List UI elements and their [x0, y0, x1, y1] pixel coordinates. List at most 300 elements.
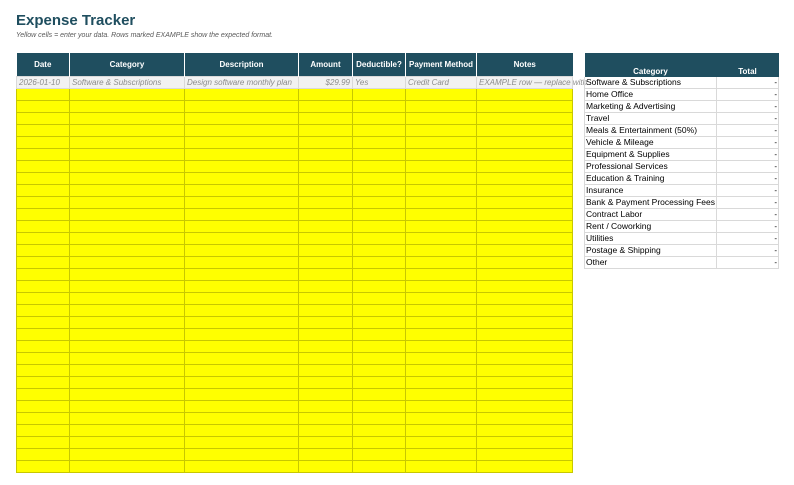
input-cell-amount[interactable]: [299, 89, 353, 101]
input-cell-description[interactable]: [185, 317, 299, 329]
table-row: [17, 461, 573, 473]
summary-row: [585, 161, 779, 173]
summary-header-row: [585, 53, 779, 77]
input-cell-notes[interactable]: [477, 425, 573, 437]
input-cell-deductible[interactable]: [353, 149, 406, 161]
input-cell-payment-method[interactable]: [406, 281, 477, 293]
input-cell-category[interactable]: [70, 461, 185, 473]
input-cell-amount[interactable]: [299, 113, 353, 125]
input-cell-category[interactable]: [70, 185, 185, 197]
input-cell-description[interactable]: [185, 305, 299, 317]
input-cell-deductible[interactable]: [353, 197, 406, 209]
summary-category-cell[interactable]: Insurance: [585, 185, 717, 197]
summary-total-cell[interactable]: -: [717, 161, 779, 173]
input-cell-deductible[interactable]: [353, 113, 406, 125]
input-cell-payment-method[interactable]: [406, 161, 477, 173]
input-cell-amount[interactable]: [299, 281, 353, 293]
input-cell-notes[interactable]: [477, 113, 573, 125]
input-cell-category[interactable]: [70, 353, 185, 365]
input-cell-description[interactable]: [185, 125, 299, 137]
summary-category-cell[interactable]: Equipment & Supplies: [585, 149, 717, 161]
example-deductible-cell[interactable]: Yes: [353, 77, 406, 89]
input-cell-category[interactable]: [70, 425, 185, 437]
input-cell-payment-method[interactable]: [406, 377, 477, 389]
expense-header-row: [17, 53, 573, 77]
summary-total-cell[interactable]: -: [717, 221, 779, 233]
input-cell-description[interactable]: [185, 389, 299, 401]
summary-header-category[interactable]: Category: [585, 53, 717, 77]
input-cell-description[interactable]: [185, 377, 299, 389]
input-cell-deductible[interactable]: [353, 137, 406, 149]
example-description-cell[interactable]: Design software monthly plan: [185, 77, 299, 89]
summary-header-total[interactable]: Total: [717, 53, 779, 77]
input-cell-category[interactable]: [70, 209, 185, 221]
table-row: [17, 437, 573, 449]
input-cell-description[interactable]: [185, 113, 299, 125]
summary-total-cell[interactable]: -: [717, 233, 779, 245]
input-cell-description[interactable]: [185, 353, 299, 365]
input-cell-payment-method[interactable]: [406, 245, 477, 257]
input-cell-notes[interactable]: [477, 137, 573, 149]
input-cell-amount[interactable]: [299, 305, 353, 317]
input-cell-payment-method[interactable]: [406, 209, 477, 221]
input-cell-payment-method[interactable]: [406, 305, 477, 317]
summary-total-cell[interactable]: -: [717, 149, 779, 161]
input-cell-notes[interactable]: [477, 353, 573, 365]
input-cell-deductible[interactable]: [353, 209, 406, 221]
input-cell-description[interactable]: [185, 245, 299, 257]
summary-category-cell[interactable]: Meals & Entertainment (50%): [585, 125, 717, 137]
summary-category-cell[interactable]: Education & Training: [585, 173, 717, 185]
input-cell-category[interactable]: [70, 89, 185, 101]
input-cell-category[interactable]: [70, 281, 185, 293]
summary-total-cell[interactable]: -: [717, 125, 779, 137]
summary-total-cell[interactable]: -: [717, 173, 779, 185]
summary-row: [585, 233, 779, 245]
input-cell-amount[interactable]: [299, 389, 353, 401]
input-cell-deductible[interactable]: [353, 293, 406, 305]
input-cell-category[interactable]: [70, 377, 185, 389]
input-cell-description[interactable]: [185, 293, 299, 305]
input-cell-notes[interactable]: [477, 341, 573, 353]
input-cell-date[interactable]: [17, 233, 70, 245]
input-cell-notes[interactable]: [477, 329, 573, 341]
input-cell-notes[interactable]: [477, 221, 573, 233]
input-cell-notes[interactable]: [477, 233, 573, 245]
summary-row: [585, 245, 779, 257]
table-row: [17, 281, 573, 293]
summary-total-cell[interactable]: -: [717, 185, 779, 197]
input-cell-amount[interactable]: [299, 233, 353, 245]
header-deductible[interactable]: Deductible?: [353, 53, 406, 77]
input-cell-date[interactable]: [17, 449, 70, 461]
input-cell-deductible[interactable]: [353, 89, 406, 101]
input-cell-description[interactable]: [185, 461, 299, 473]
input-cell-amount[interactable]: [299, 317, 353, 329]
input-cell-amount[interactable]: [299, 149, 353, 161]
input-cell-category[interactable]: [70, 389, 185, 401]
input-cell-notes[interactable]: [477, 305, 573, 317]
input-cell-deductible[interactable]: [353, 161, 406, 173]
input-cell-category[interactable]: [70, 113, 185, 125]
input-cell-payment-method[interactable]: [406, 185, 477, 197]
input-cell-amount[interactable]: [299, 449, 353, 461]
input-cell-notes[interactable]: [477, 413, 573, 425]
input-cell-date[interactable]: [17, 461, 70, 473]
summary-category-cell[interactable]: Marketing & Advertising: [585, 101, 717, 113]
table-row: [17, 305, 573, 317]
input-cell-payment-method[interactable]: [406, 461, 477, 473]
input-cell-deductible[interactable]: [353, 245, 406, 257]
input-cell-payment-method[interactable]: [406, 329, 477, 341]
summary-category-cell[interactable]: Software & Subscriptions: [585, 77, 717, 89]
input-cell-date[interactable]: [17, 413, 70, 425]
input-cell-payment-method[interactable]: [406, 341, 477, 353]
input-cell-deductible[interactable]: [353, 317, 406, 329]
input-cell-description[interactable]: [185, 449, 299, 461]
input-cell-category[interactable]: [70, 365, 185, 377]
input-cell-category[interactable]: [70, 317, 185, 329]
input-cell-payment-method[interactable]: [406, 437, 477, 449]
input-cell-notes[interactable]: [477, 245, 573, 257]
input-cell-notes[interactable]: [477, 89, 573, 101]
input-cell-category[interactable]: [70, 269, 185, 281]
table-row: [17, 233, 573, 245]
table-row: [17, 89, 573, 101]
input-cell-category[interactable]: [70, 329, 185, 341]
input-cell-date[interactable]: [17, 365, 70, 377]
input-cell-amount[interactable]: [299, 365, 353, 377]
input-cell-date[interactable]: [17, 185, 70, 197]
input-cell-date[interactable]: [17, 173, 70, 185]
input-cell-notes[interactable]: [477, 173, 573, 185]
input-cell-date[interactable]: [17, 305, 70, 317]
input-cell-notes[interactable]: [477, 461, 573, 473]
input-cell-date[interactable]: [17, 209, 70, 221]
input-cell-date[interactable]: [17, 437, 70, 449]
input-cell-payment-method[interactable]: [406, 401, 477, 413]
summary-row: [585, 257, 779, 269]
input-cell-notes[interactable]: [477, 293, 573, 305]
input-cell-date[interactable]: [17, 161, 70, 173]
input-cell-description[interactable]: [185, 269, 299, 281]
input-cell-deductible[interactable]: [353, 341, 406, 353]
input-cell-date[interactable]: [17, 137, 70, 149]
input-cell-notes[interactable]: [477, 209, 573, 221]
input-cell-category[interactable]: [70, 197, 185, 209]
input-cell-amount[interactable]: [299, 137, 353, 149]
input-cell-category[interactable]: [70, 101, 185, 113]
input-cell-notes[interactable]: [477, 401, 573, 413]
input-cell-notes[interactable]: [477, 449, 573, 461]
input-cell-payment-method[interactable]: [406, 353, 477, 365]
input-cell-amount[interactable]: [299, 173, 353, 185]
input-cell-date[interactable]: [17, 389, 70, 401]
input-cell-notes[interactable]: [477, 365, 573, 377]
header-category[interactable]: Category: [70, 53, 185, 77]
table-row: [17, 329, 573, 341]
input-cell-deductible[interactable]: [353, 233, 406, 245]
input-cell-deductible[interactable]: [353, 389, 406, 401]
input-cell-date[interactable]: [17, 353, 70, 365]
input-cell-description[interactable]: [185, 437, 299, 449]
input-cell-amount[interactable]: [299, 377, 353, 389]
input-cell-amount[interactable]: [299, 437, 353, 449]
input-cell-description[interactable]: [185, 329, 299, 341]
table-row: [17, 449, 573, 461]
input-cell-date[interactable]: [17, 197, 70, 209]
summary-category-cell[interactable]: Home Office: [585, 89, 717, 101]
header-description[interactable]: Description: [185, 53, 299, 77]
input-cell-notes[interactable]: [477, 101, 573, 113]
summary-total-cell[interactable]: -: [717, 197, 779, 209]
input-cell-category[interactable]: [70, 233, 185, 245]
input-cell-notes[interactable]: [477, 269, 573, 281]
input-cell-payment-method[interactable]: [406, 197, 477, 209]
example-category-cell[interactable]: Software & Subscriptions: [70, 77, 185, 89]
input-cell-deductible[interactable]: [353, 461, 406, 473]
summary-category-cell[interactable]: Vehicle & Mileage: [585, 137, 717, 149]
input-cell-amount[interactable]: [299, 341, 353, 353]
summary-total-cell[interactable]: -: [717, 101, 779, 113]
input-cell-notes[interactable]: [477, 185, 573, 197]
table-row: [17, 137, 573, 149]
input-cell-payment-method[interactable]: [406, 365, 477, 377]
summary-category-cell[interactable]: Professional Services: [585, 161, 717, 173]
input-cell-description[interactable]: [185, 185, 299, 197]
header-date[interactable]: Date: [17, 53, 70, 77]
input-cell-deductible[interactable]: [353, 125, 406, 137]
input-cell-payment-method[interactable]: [406, 317, 477, 329]
input-cell-date[interactable]: [17, 401, 70, 413]
input-cell-deductible[interactable]: [353, 101, 406, 113]
input-cell-payment-method[interactable]: [406, 425, 477, 437]
input-cell-category[interactable]: [70, 161, 185, 173]
header-notes[interactable]: Notes: [477, 53, 573, 77]
input-cell-notes[interactable]: [477, 281, 573, 293]
input-cell-category[interactable]: [70, 305, 185, 317]
input-cell-description[interactable]: [185, 101, 299, 113]
input-cell-date[interactable]: [17, 281, 70, 293]
input-cell-category[interactable]: [70, 257, 185, 269]
table-row: [17, 389, 573, 401]
input-cell-payment-method[interactable]: [406, 125, 477, 137]
input-cell-amount[interactable]: [299, 221, 353, 233]
input-cell-date[interactable]: [17, 245, 70, 257]
input-cell-date[interactable]: [17, 101, 70, 113]
table-row: [17, 353, 573, 365]
header-amount[interactable]: Amount: [299, 53, 353, 77]
summary-category-cell[interactable]: Utilities: [585, 233, 717, 245]
input-cell-description[interactable]: [185, 257, 299, 269]
input-cell-payment-method[interactable]: [406, 113, 477, 125]
input-cell-amount[interactable]: [299, 245, 353, 257]
input-cell-description[interactable]: [185, 401, 299, 413]
input-cell-deductible[interactable]: [353, 281, 406, 293]
input-cell-deductible[interactable]: [353, 257, 406, 269]
input-cell-payment-method[interactable]: [406, 413, 477, 425]
input-cell-deductible[interactable]: [353, 305, 406, 317]
input-cell-deductible[interactable]: [353, 449, 406, 461]
input-cell-description[interactable]: [185, 341, 299, 353]
input-cell-amount[interactable]: [299, 197, 353, 209]
summary-total-cell[interactable]: -: [717, 89, 779, 101]
input-cell-description[interactable]: [185, 197, 299, 209]
summary-total-cell[interactable]: -: [717, 257, 779, 269]
input-cell-deductible[interactable]: [353, 425, 406, 437]
input-cell-date[interactable]: [17, 149, 70, 161]
input-cell-payment-method[interactable]: [406, 149, 477, 161]
input-cell-amount[interactable]: [299, 209, 353, 221]
input-cell-amount[interactable]: [299, 401, 353, 413]
input-cell-notes[interactable]: [477, 197, 573, 209]
summary-total-cell[interactable]: -: [717, 137, 779, 149]
table-row: [17, 269, 573, 281]
table-row: [17, 221, 573, 233]
input-cell-date[interactable]: [17, 269, 70, 281]
summary-category-cell[interactable]: Other: [585, 257, 717, 269]
input-cell-amount[interactable]: [299, 269, 353, 281]
input-cell-amount[interactable]: [299, 161, 353, 173]
input-cell-payment-method[interactable]: [406, 137, 477, 149]
input-cell-category[interactable]: [70, 413, 185, 425]
input-cell-payment-method[interactable]: [406, 269, 477, 281]
input-cell-category[interactable]: [70, 437, 185, 449]
summary-row: [585, 173, 779, 185]
summary-total-cell[interactable]: -: [717, 113, 779, 125]
summary-row: [585, 125, 779, 137]
input-cell-deductible[interactable]: [353, 413, 406, 425]
input-cell-notes[interactable]: [477, 149, 573, 161]
summary-category-cell[interactable]: Postage & Shipping: [585, 245, 717, 257]
example-payment-method-cell[interactable]: Credit Card: [406, 77, 477, 89]
input-cell-date[interactable]: [17, 425, 70, 437]
input-cell-description[interactable]: [185, 161, 299, 173]
input-cell-deductible[interactable]: [353, 365, 406, 377]
input-cell-notes[interactable]: [477, 161, 573, 173]
summary-row: [585, 209, 779, 221]
input-cell-category[interactable]: [70, 125, 185, 137]
input-cell-description[interactable]: [185, 365, 299, 377]
input-cell-payment-method[interactable]: [406, 449, 477, 461]
input-cell-amount[interactable]: [299, 257, 353, 269]
summary-category-cell[interactable]: Contract Labor: [585, 209, 717, 221]
table-row: [17, 209, 573, 221]
input-cell-deductible[interactable]: [353, 185, 406, 197]
input-cell-amount[interactable]: [299, 353, 353, 365]
input-cell-deductible[interactable]: [353, 377, 406, 389]
summary-category-cell[interactable]: Travel: [585, 113, 717, 125]
summary-total-cell[interactable]: -: [717, 245, 779, 257]
input-cell-category[interactable]: [70, 293, 185, 305]
summary-total-cell[interactable]: -: [717, 209, 779, 221]
input-cell-category[interactable]: [70, 137, 185, 149]
input-cell-payment-method[interactable]: [406, 293, 477, 305]
input-cell-date[interactable]: [17, 89, 70, 101]
input-cell-amount[interactable]: [299, 125, 353, 137]
input-cell-payment-method[interactable]: [406, 389, 477, 401]
input-cell-date[interactable]: [17, 221, 70, 233]
input-cell-payment-method[interactable]: [406, 257, 477, 269]
summary-total-cell[interactable]: -: [717, 77, 779, 89]
input-cell-notes[interactable]: [477, 377, 573, 389]
header-payment-method[interactable]: Payment Method: [406, 53, 477, 77]
input-cell-date[interactable]: [17, 341, 70, 353]
input-cell-category[interactable]: [70, 401, 185, 413]
input-cell-description[interactable]: [185, 413, 299, 425]
input-cell-description[interactable]: [185, 281, 299, 293]
input-cell-description[interactable]: [185, 89, 299, 101]
summary-row: [585, 197, 779, 209]
input-cell-deductible[interactable]: [353, 401, 406, 413]
input-cell-amount[interactable]: [299, 425, 353, 437]
input-cell-amount[interactable]: [299, 413, 353, 425]
example-date-cell[interactable]: 2026-01-10: [17, 77, 70, 89]
input-cell-notes[interactable]: [477, 317, 573, 329]
input-cell-date[interactable]: [17, 329, 70, 341]
input-cell-deductible[interactable]: [353, 221, 406, 233]
example-amount-cell[interactable]: $29.99: [299, 77, 353, 89]
input-cell-date[interactable]: [17, 377, 70, 389]
input-cell-payment-method[interactable]: [406, 233, 477, 245]
table-row: [17, 413, 573, 425]
input-cell-amount[interactable]: [299, 293, 353, 305]
input-cell-payment-method[interactable]: [406, 89, 477, 101]
input-cell-date[interactable]: [17, 125, 70, 137]
input-cell-date[interactable]: [17, 317, 70, 329]
example-notes-cell[interactable]: EXAMPLE row — replace with: [477, 77, 573, 89]
input-cell-amount[interactable]: [299, 461, 353, 473]
input-cell-category[interactable]: [70, 449, 185, 461]
input-cell-amount[interactable]: [299, 185, 353, 197]
input-cell-amount[interactable]: [299, 329, 353, 341]
input-cell-notes[interactable]: [477, 257, 573, 269]
input-cell-notes[interactable]: [477, 125, 573, 137]
input-cell-deductible[interactable]: [353, 353, 406, 365]
input-cell-date[interactable]: [17, 257, 70, 269]
input-cell-description[interactable]: [185, 137, 299, 149]
input-cell-date[interactable]: [17, 113, 70, 125]
input-cell-amount[interactable]: [299, 101, 353, 113]
summary-category-cell[interactable]: Rent / Coworking: [585, 221, 717, 233]
input-cell-category[interactable]: [70, 221, 185, 233]
input-cell-deductible[interactable]: [353, 437, 406, 449]
input-cell-description[interactable]: [185, 173, 299, 185]
input-cell-description[interactable]: [185, 221, 299, 233]
input-cell-category[interactable]: [70, 173, 185, 185]
input-cell-category[interactable]: [70, 245, 185, 257]
input-cell-deductible[interactable]: [353, 173, 406, 185]
input-cell-deductible[interactable]: [353, 329, 406, 341]
input-cell-payment-method[interactable]: [406, 221, 477, 233]
input-cell-payment-method[interactable]: [406, 101, 477, 113]
sheet-title: Expense Tracker: [16, 12, 136, 29]
input-cell-description[interactable]: [185, 209, 299, 221]
input-cell-payment-method[interactable]: [406, 173, 477, 185]
input-cell-description[interactable]: [185, 233, 299, 245]
input-cell-category[interactable]: [70, 149, 185, 161]
input-cell-notes[interactable]: [477, 437, 573, 449]
input-cell-description[interactable]: [185, 425, 299, 437]
input-cell-notes[interactable]: [477, 389, 573, 401]
summary-category-cell[interactable]: Bank & Payment Processing Fees: [586, 197, 715, 207]
summary-row: [585, 101, 779, 113]
table-row: [17, 185, 573, 197]
input-cell-deductible[interactable]: [353, 269, 406, 281]
input-cell-description[interactable]: [185, 149, 299, 161]
input-cell-date[interactable]: [17, 293, 70, 305]
input-cell-category[interactable]: [70, 341, 185, 353]
